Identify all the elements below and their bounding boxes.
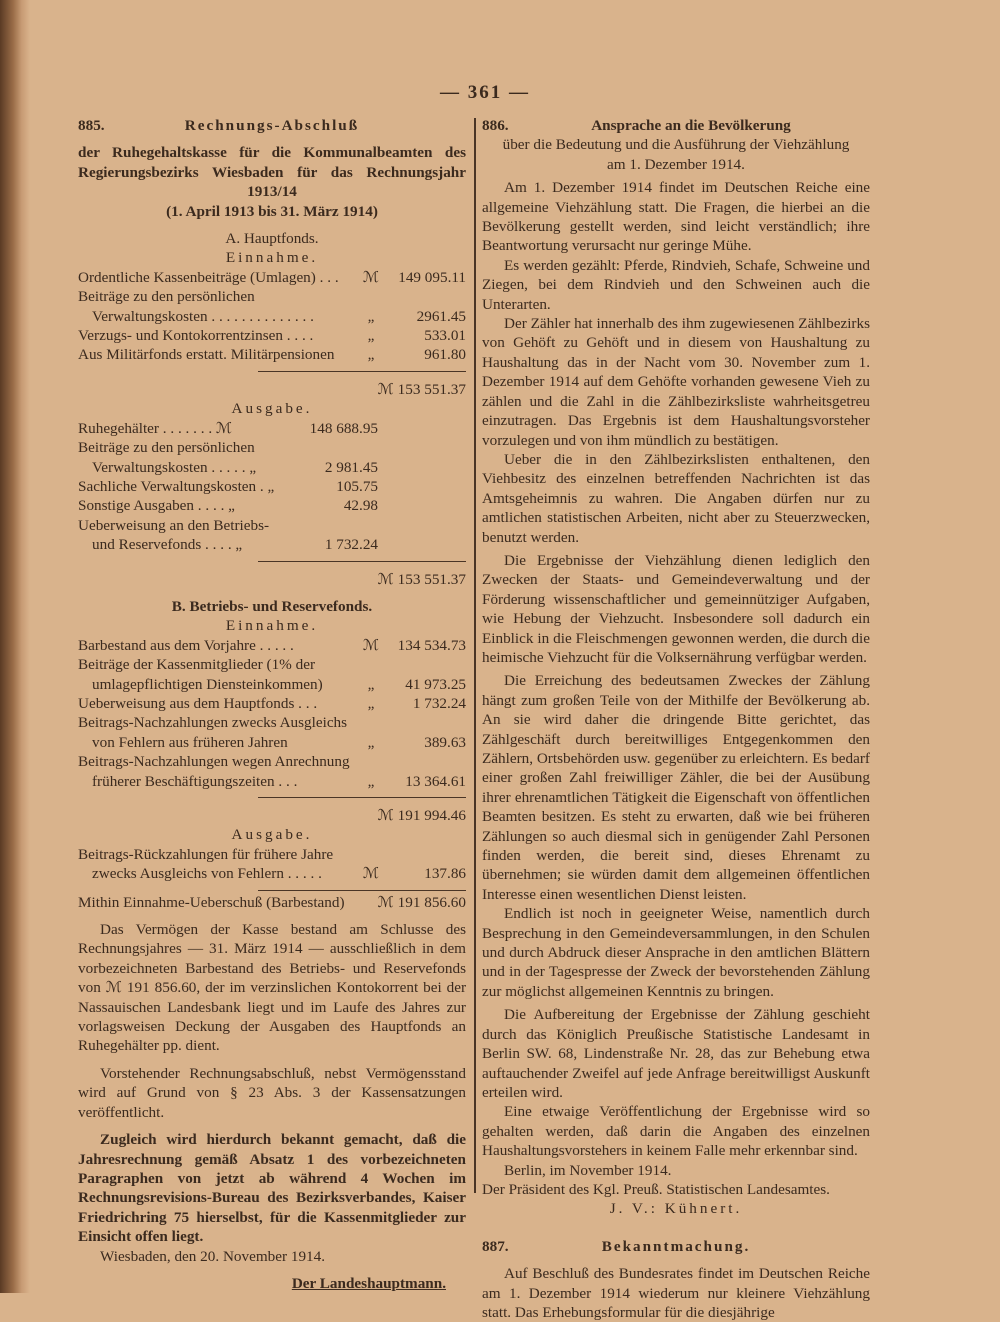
einnahme-heading: Einnahme. xyxy=(225,617,319,635)
paragraph: Die Erreichung des bedeutsamen Zweckes der Zählung hängt zum großen Teile von der Mithilfe der Bevölkerung ab. An sie wird daher die dringende Bitte gerichtet, das Zählgeschäft durch bereitwilliges Entgegenkommen den Zählern, Ortsbehörden usw. gegenüber zu erleichtern. Es bedarf einer großen Zahl freiwilliger Zähler, die bei der Ausübung ihrer ehrenamtlichen Tätigkeit die Eigenschaft von öffentlichen Beamten besitzen. Es steht zu erwarten, daß wie bei früheren Zählungen so auch diesmal sich in genügender Zahl Personen finden werden, die bereit sind, dieses Ehrenamt zu übernehmen; sie würden damit dem allgemeinen öffentlichen Interesse einen wesentlichen Dienst leisten. xyxy=(482,672,870,903)
place-date: Berlin, im November 1914. xyxy=(504,1161,672,1179)
ledger-amount: 137.86 xyxy=(424,865,466,883)
ledger-amount: 105.75 xyxy=(336,477,378,495)
ledger-row xyxy=(78,516,378,555)
fund-a-income-table xyxy=(78,268,466,365)
currency-mark: „ xyxy=(367,733,375,751)
paragraph: Die Aufbereitung der Ergebnisse der Zählung geschieht durch das Königlich Preußische Statistische Landesamt in Berlin SW. 68, Lindenstraße Nr. 28, das zur Behebung etwa auftauchender Zweifel auf jede Anfrage bereitwilligst Auskunft erteilen wird. xyxy=(482,1006,870,1101)
ledger-amount: 2961.45 xyxy=(416,307,466,325)
currency-mark: ℳ xyxy=(362,268,380,286)
ledger-label: Ruhegehälter . . . . . . . ℳ xyxy=(78,419,233,437)
ledger-row xyxy=(78,477,378,496)
column-divider xyxy=(474,118,476,1193)
ledger-amount: 1 732.24 xyxy=(324,536,378,554)
section-886-heading xyxy=(482,116,870,135)
period: (1. April 1913 bis 31. März 1914) xyxy=(166,202,378,220)
fund-b-income-total: ℳ 191 994.46 xyxy=(377,807,466,824)
ledger-amount: 389.63 xyxy=(424,733,466,751)
fund-b-expense-table xyxy=(78,845,466,884)
page-shadow xyxy=(22,0,30,1293)
ledger-label: Ueberweisung aus dem Hauptfonds . . . xyxy=(78,694,318,712)
ledger-row xyxy=(78,694,466,713)
ledger-row xyxy=(78,845,466,884)
ledger-row xyxy=(78,419,378,438)
ledger-amount: 148 688.95 xyxy=(309,419,378,437)
total-line xyxy=(258,371,466,399)
section-subtitle: der Ruhegehaltskasse für die Kommunalbeamten des Regierungsbezirks Wiesbaden für das Rechnungsjahr 1913/14 xyxy=(78,144,466,201)
section-title: Ansprache an die Bevölkerung xyxy=(591,117,791,134)
page-number: — 361 — xyxy=(440,82,530,103)
ledger-row xyxy=(78,496,378,515)
place-date: Wiesbaden, den 20. November 1914. xyxy=(100,1247,326,1265)
ledger-amount: 13 364.61 xyxy=(405,772,466,790)
ledger-amount: 2 981.45 xyxy=(324,458,378,476)
ledger-label: Ueberweisung an den Betriebs- und Reservefonds . . . . „ xyxy=(78,516,270,554)
currency-mark: „ xyxy=(367,772,375,790)
ledger-row xyxy=(78,287,466,326)
paragraph: Der Zähler hat innerhalb des ihm zugewiesenen Zählbezirks von Gehöft zu Gehöft und in diesem von Haushaltung zu Haushaltung das in der Nacht vom 30. November zum 1. Dezember 1914 auf dem Gehöfte vorhanden gewesene Vieh zu zählen und die Zahl in die Zählbezirksliste wahrheitsgetreu einzutragen. Das Ergebnis ist dem Haushaltungsvorsteher vorzulegen und von ihm mündlich zu bestätigen. xyxy=(482,315,870,449)
ledger-amount: 1 732.24 xyxy=(412,694,466,712)
fund-a-income-total: ℳ 153 551.37 xyxy=(377,380,466,398)
surplus-amount: ℳ 191 856.60 xyxy=(377,893,466,911)
currency-mark: „ xyxy=(367,346,375,364)
currency-mark: „ xyxy=(367,327,375,345)
ledger-amount: 134 534.73 xyxy=(397,636,466,654)
total-line xyxy=(258,797,466,825)
section-number: 887. xyxy=(482,1237,509,1255)
ledger-amount: 533.01 xyxy=(424,327,466,345)
fund-a-expense-total: ℳ 153 551.37 xyxy=(377,570,466,588)
section-title: Bekanntmachung. xyxy=(601,1237,751,1255)
ledger-label: Sonstige Ausgaben . . . . „ xyxy=(78,497,235,515)
section-date: am 1. Dezember 1914. xyxy=(607,155,745,173)
paragraph: Zugleich wird hierdurch bekannt gemacht, daß die Jahresrechnung gemäß Absatz 1 des vorbezeichneten Paragraphen von jetzt ab während 4 Wochen im Rechnungsrevisions-Bureau des Bezirksverbandes, Kaiser Friedrichring 75 hierselbst, für die Kassenmitglieder zur Einsicht offen liegt. xyxy=(78,1131,466,1246)
ledger-label: Sachliche Verwaltungskosten . „ xyxy=(78,477,275,495)
paragraph: Auf Beschluß des Bundesrates findet im Deutschen Reiche am 1. Dezember 1914 wiederum nur kleinere Viehzählung statt. Das Erhebungsformular für die diesjährige xyxy=(482,1265,870,1321)
paragraph: Vorstehender Rechnungsabschluß, nebst Vermögensstand wird auf Grund von § 23 Abs. 3 der Kassensatzungen veröffentlicht. xyxy=(78,1064,466,1121)
signer: Der Präsident des Kgl. Preuß. Statistischen Landesamtes. xyxy=(482,1180,830,1198)
ledger-row xyxy=(78,438,378,477)
ledger-row xyxy=(78,326,466,345)
right-column xyxy=(482,116,870,1322)
section-number: 886. xyxy=(482,117,509,134)
fund-b-heading: B. Betriebs- und Reservefonds. xyxy=(171,597,373,615)
ledger-label: Beitrags-Nachzahlungen zwecks Ausgleichs von Fehlern aus früheren Jahren xyxy=(78,714,348,751)
ledger-label: Beiträge zu den persönlichen Verwaltungskosten . . . . . „ xyxy=(78,439,257,476)
section-number: 885. xyxy=(78,117,105,134)
section-885-heading xyxy=(78,116,466,135)
section-887-heading xyxy=(482,1237,870,1256)
paragraph: Eine etwaige Veröffentlichung der Ergebnisse wird so gehalten werden, daß darin die Angaben des einzelnen Haushaltungsvorstehers in keinem Falle mehr erkennbar sind. xyxy=(482,1103,870,1160)
ledger-label: Verzugs- und Kontokorrentzinsen . . . . xyxy=(78,327,314,345)
ledger-row xyxy=(78,345,466,364)
total-line xyxy=(258,561,466,589)
paragraph: Ueber die in den Zählbezirkslisten enthaltenen, den Viehbesitz des einzelnen betreffenden Nachrichten ist das Amtsgeheimnis zu wahren. Die Angaben dürfen nur zu amtlichen statistischen Arbeiten, nicht aber zu Steuerzwecken, benutzt werden. xyxy=(482,450,870,546)
signature: Der Landeshauptmann. xyxy=(291,1274,446,1292)
book-binding-edge xyxy=(0,0,22,1293)
ledger-label: Beiträge zu den persönlichen Verwaltungskosten . . . . . . . . . . . . . . xyxy=(78,288,314,325)
paragraph: Die Ergebnisse der Viehzählung dienen lediglich den Zwecken der Staats- und Gemeindeverwaltung und der Förderung wissenschaftlicher und gemeinnütziger Aufgaben, wie Hebung der Viehzucht. Insbesondere soll dadurch ein Einblick in die Fleischmengen gewonnen werden, die durch die heimische Viehzucht für die Volksernährung verfügbar werden. xyxy=(482,551,870,666)
ledger-row xyxy=(78,268,466,287)
ledger-label: Beitrags-Rückzahlungen für frühere Jahre zwecks Ausgleichs von Fehlern . . . . . xyxy=(78,845,334,883)
ledger-row xyxy=(78,655,466,694)
ledger-label: Barbestand aus dem Vorjahre . . . . . xyxy=(78,636,294,654)
ledger-label: Beiträge der Kassenmitglieder (1% der umlagepflichtigen Diensteinkommen) xyxy=(78,656,323,693)
surplus-row xyxy=(78,893,466,912)
currency-mark: ℳ xyxy=(362,636,380,654)
paragraph: Am 1. Dezember 1914 findet im Deutschen Reiche eine allgemeine Viehzählung statt. Die Fragen, die hierbei an die Bevölkerung gestellt werden, sind leicht verständlich; ihre Beantwortung verursacht nur geringe Mühe. xyxy=(482,179,870,255)
einnahme-heading: Einnahme. xyxy=(225,249,319,267)
fund-a-expense-table xyxy=(78,419,378,555)
ledger-amount: 149 095.11 xyxy=(398,268,466,286)
fund-b-income-table xyxy=(78,636,466,791)
ledger-amount: 961.80 xyxy=(424,346,466,364)
currency-mark: ℳ xyxy=(362,865,380,883)
ledger-row xyxy=(78,636,466,655)
ausgabe-heading: Ausgabe. xyxy=(231,400,313,418)
paragraph: Endlich ist noch in geeigneter Weise, namentlich durch Besprechung in den Gemeindeversammlungen, in den Schulen und durch Abdruck dieser Ansprache in den amtlichen Blättern und in der Tagespresse der Zweck der bevorstehenden Zählung zur möglichst allgemeinen Kenntnis zu bringen. xyxy=(482,905,870,1000)
left-column xyxy=(78,116,466,1293)
ledger-amount: 41 973.25 xyxy=(405,675,466,693)
ledger-row xyxy=(78,713,466,752)
ausgabe-heading: Ausgabe. xyxy=(231,826,313,844)
ledger-label: Ordentliche Kassenbeiträge (Umlagen) . . . xyxy=(78,268,339,286)
ledger-label: Aus Militärfonds erstatt. Militärpensionen xyxy=(78,346,335,364)
paragraph: Das Vermögen der Kasse bestand am Schlusse des Rechnungsjahres — 31. März 1914 — ausschließlich in dem vorbezeichneten Barbestand des Betriebs- und Reservefonds von ℳ 191 856.60, der im verzinslichen Kontokorrent bei der Nassauischen Landesbank liegt und im Laufe des Jahres zur vorlagsweisen Deckung der Ausgaben des Hauptfonds an Ruhegehälter pp. dient. xyxy=(78,921,466,1055)
currency-mark: „ xyxy=(367,675,375,693)
paragraph: Es werden gezählt: Pferde, Rindvieh, Schafe, Schweine und Ziegen, bei dem Rindvieh und den Schweinen auch die Unterarten. xyxy=(482,256,870,313)
ledger-label: Beitrags-Nachzahlungen wegen Anrechnung früherer Beschäftigungszeiten . . . xyxy=(78,753,350,790)
ledger-row xyxy=(78,752,466,791)
signer-name: J. V.: Kühnert. xyxy=(609,1200,743,1218)
currency-mark: „ xyxy=(367,694,375,712)
section-title: Rechnungs-Abschluß xyxy=(184,117,360,134)
ledger-amount: 42.98 xyxy=(343,497,378,515)
section-subtitle: über die Bedeutung und die Ausführung der Viehzählung xyxy=(502,136,850,154)
surplus-label: Mithin Einnahme-Ueberschuß (Barbestand) xyxy=(78,893,345,911)
fund-a-heading: A. Hauptfonds. xyxy=(225,230,319,248)
currency-mark: „ xyxy=(367,307,375,325)
total-line xyxy=(258,890,466,891)
